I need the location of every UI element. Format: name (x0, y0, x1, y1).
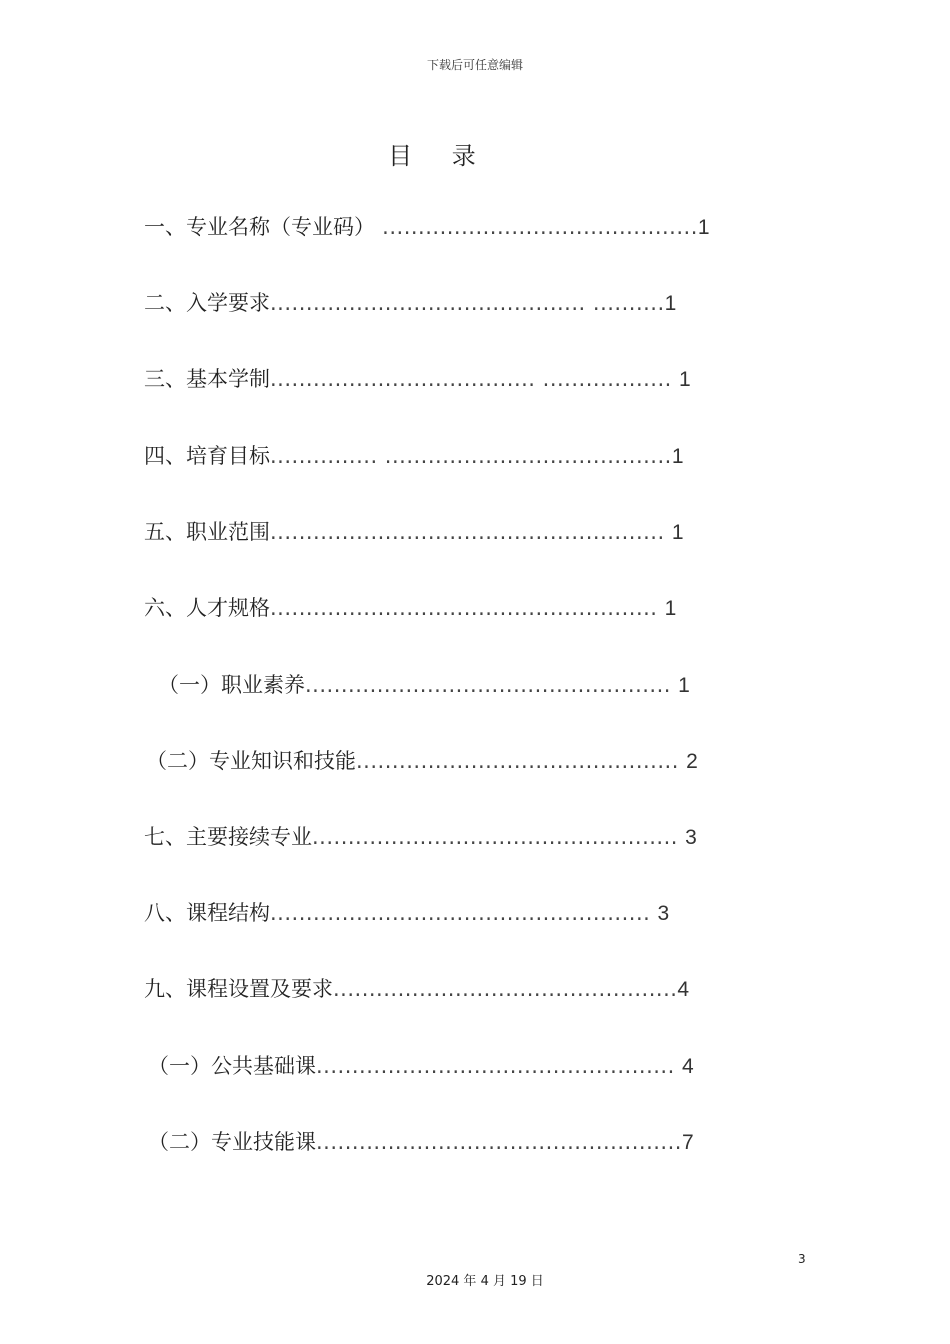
toc-entry-page: 4 (677, 978, 690, 1001)
toc-entry (144, 212, 710, 243)
toc-entry-leader: ............................................ .......... (270, 291, 665, 315)
toc-entry (146, 746, 698, 777)
toc-entry-label: 三、基本学制 (144, 367, 270, 391)
toc-entry-page: 1 (671, 445, 684, 468)
toc-entry-leader: ............................................. (356, 749, 687, 773)
header-note: 下载后可任意编辑 (426, 58, 523, 72)
toc-entry-label: 七、主要接续专业 (144, 825, 312, 849)
toc-entry-page: 3 (657, 902, 670, 925)
toc-entry-page: 1 (679, 368, 691, 391)
toc-entry (144, 974, 689, 1005)
toc-entry (144, 898, 669, 929)
toc-entry-leader: ................................................... (305, 673, 679, 697)
toc-entry-leader: ..................................................... (270, 901, 658, 925)
toc-entry-page: 1 (664, 292, 677, 315)
toc-entry-page: 2 (686, 750, 698, 773)
toc-entry-label: （二）专业知识和技能 (146, 749, 356, 773)
toc-entry-page: 3 (685, 826, 697, 849)
page-number: 3 (798, 1252, 806, 1266)
toc-entry (158, 670, 690, 701)
toc-entry (144, 441, 684, 472)
toc-entry-page: 4 (681, 1055, 694, 1078)
toc-entry-label: 八、课程结构 (144, 901, 270, 925)
toc-entry-leader: ................................................... (312, 825, 686, 849)
toc-entry (148, 1051, 694, 1082)
toc-entry (144, 288, 676, 319)
toc-entry-page: 1 (697, 216, 710, 239)
toc-entry-page: 1 (671, 521, 684, 544)
toc-entry-leader: ............................................ (375, 215, 698, 239)
toc-entry-label: 五、职业范围 (144, 520, 270, 544)
toc-entry-leader: ....................................................... (270, 520, 672, 544)
toc-entry-leader: .................................................. (316, 1054, 682, 1078)
toc-entry-page: 1 (678, 674, 690, 697)
toc-entry-label: 二、入学要求 (144, 291, 270, 315)
toc-entry-label: （一）职业素养 (158, 673, 305, 697)
footer-date: 2024 年 4 月 19 日 (426, 1274, 544, 1289)
toc-entry-leader: ...................................................... (270, 596, 665, 620)
toc-entry (144, 364, 691, 395)
toc-title: 目 录 (388, 142, 492, 170)
toc-entry (144, 517, 684, 548)
toc-entry-leader: ................................................ (333, 977, 678, 1001)
toc-entry-page: 1 (664, 597, 677, 620)
toc-entry-leader: ............... ........................................ (270, 444, 672, 468)
toc-entry-label: 六、人才规格 (144, 596, 270, 620)
toc-entry (148, 1127, 694, 1158)
toc-entry (144, 822, 697, 853)
toc-entry-leader: ................................................... (316, 1130, 682, 1154)
toc-entry-leader: ..................................... .................. (270, 367, 679, 391)
toc-entry-page: 7 (681, 1131, 694, 1154)
toc-entry-label: 一、专业名称（专业码） (144, 215, 375, 239)
toc-entry-label: （二）专业技能课 (148, 1130, 316, 1154)
toc-entry-label: 四、培育目标 (144, 444, 270, 468)
toc-entry-label: （一）公共基础课 (148, 1054, 316, 1078)
toc-entry-label: 九、课程设置及要求 (144, 977, 333, 1001)
toc-entry (144, 593, 676, 624)
